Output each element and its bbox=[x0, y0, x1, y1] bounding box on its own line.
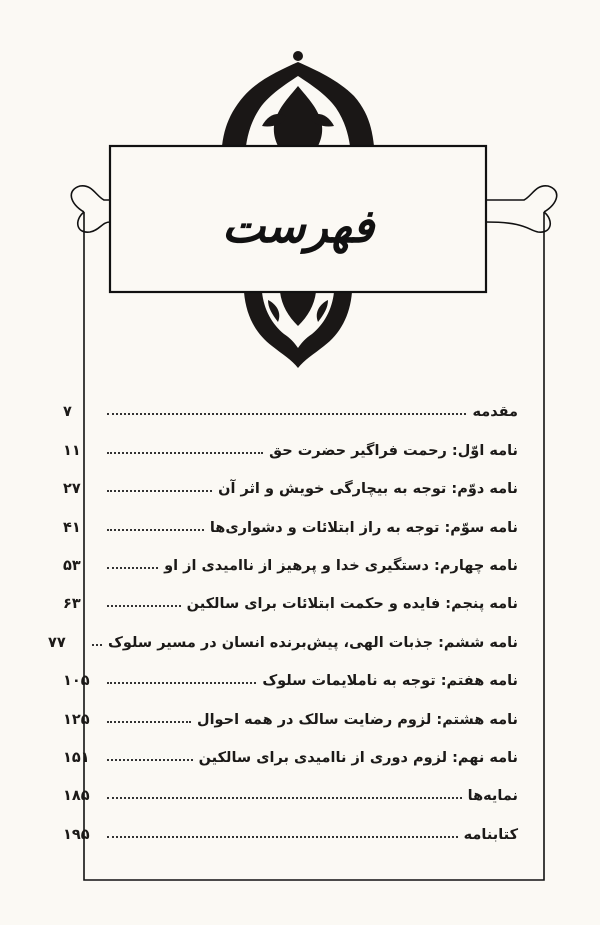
toc-entry-label: مقدمه bbox=[472, 404, 518, 421]
toc-entry-page-number: ۱۵۱ bbox=[63, 749, 90, 766]
toc-entry bbox=[63, 804, 518, 842]
page-title: فهرست bbox=[221, 199, 375, 253]
toc-entry-page-number: ۶۳ bbox=[63, 596, 81, 613]
dot-leader bbox=[107, 413, 466, 415]
toc-entry bbox=[63, 728, 518, 766]
toc-entry-page-number: ۲۷ bbox=[63, 481, 81, 498]
dot-leader bbox=[107, 567, 158, 569]
toc-entry-label: کتابنامه bbox=[463, 826, 518, 843]
toc-entry-label: نمایه‌ها bbox=[467, 788, 518, 805]
bottom-medallion bbox=[244, 292, 352, 368]
top-medallion bbox=[222, 51, 374, 146]
toc-entry-label: نامه اوّل: رحمت فراگیر حضرت حق bbox=[269, 442, 518, 459]
toc-entry bbox=[48, 612, 518, 651]
dot-leader bbox=[92, 644, 102, 646]
toc-entry bbox=[63, 689, 518, 727]
toc-entry-label: نامه ششم: جذبات الهی، پیش‌برنده انسان در مسیر سلوک bbox=[108, 634, 518, 651]
dot-leader bbox=[107, 836, 458, 838]
toc-entry-label: نامه هشتم: لزوم رضایت سالک در همه احوال bbox=[196, 711, 518, 728]
dot-leader bbox=[107, 759, 193, 761]
dot-leader bbox=[107, 605, 181, 607]
toc-entry-page-number: ۵۳ bbox=[63, 557, 81, 574]
toc-entry-page-number: ۴۱ bbox=[63, 519, 81, 536]
toc-entry-label: نامه پنجم: فایده و حکمت ابتلائات برای سالکین bbox=[186, 596, 518, 613]
toc-entry-label: نامه دوّم: توجه به بیچارگی خویش و اثر آن bbox=[218, 481, 518, 498]
dot-leader bbox=[107, 797, 462, 799]
dot-leader bbox=[107, 452, 263, 454]
toc-entry bbox=[63, 536, 518, 574]
dot-leader bbox=[107, 721, 191, 723]
toc-entry bbox=[63, 459, 518, 497]
toc-entry bbox=[63, 651, 518, 689]
dot-leader bbox=[107, 529, 204, 531]
toc-entry-page-number: ۱۸۵ bbox=[63, 788, 90, 805]
toc-entry-page-number: ۱۰۵ bbox=[63, 673, 90, 690]
dot-leader bbox=[107, 682, 256, 684]
toc-entry bbox=[63, 574, 518, 612]
dot-leader bbox=[107, 490, 212, 492]
toc-entry-label: نامه سوّم: توجه به راز ابتلائات و دشواری‌ها bbox=[209, 519, 518, 536]
toc-entry-page-number: ۱۱ bbox=[63, 442, 81, 459]
toc-entry-page-number: ۱۹۵ bbox=[63, 826, 90, 843]
toc-entry bbox=[63, 497, 518, 535]
toc-entry-page-number: ۷۷ bbox=[48, 634, 66, 651]
toc-entry-label: نامه نهم: لزوم دوری از ناامیدی برای سالکین bbox=[198, 749, 518, 766]
toc-entry bbox=[63, 420, 518, 458]
toc-entry-label: نامه چهارم: دستگیری خدا و پرهیز از ناامیدی از او bbox=[164, 557, 518, 574]
toc-entry bbox=[63, 382, 518, 420]
toc-entry-label: نامه هفتم: توجه به ناملایمات سلوک bbox=[262, 673, 518, 690]
toc-entry bbox=[63, 766, 518, 804]
table-of-contents bbox=[48, 382, 518, 843]
toc-entry-page-number: ۱۲۵ bbox=[63, 711, 90, 728]
toc-entry-page-number: ۷ bbox=[63, 404, 72, 421]
